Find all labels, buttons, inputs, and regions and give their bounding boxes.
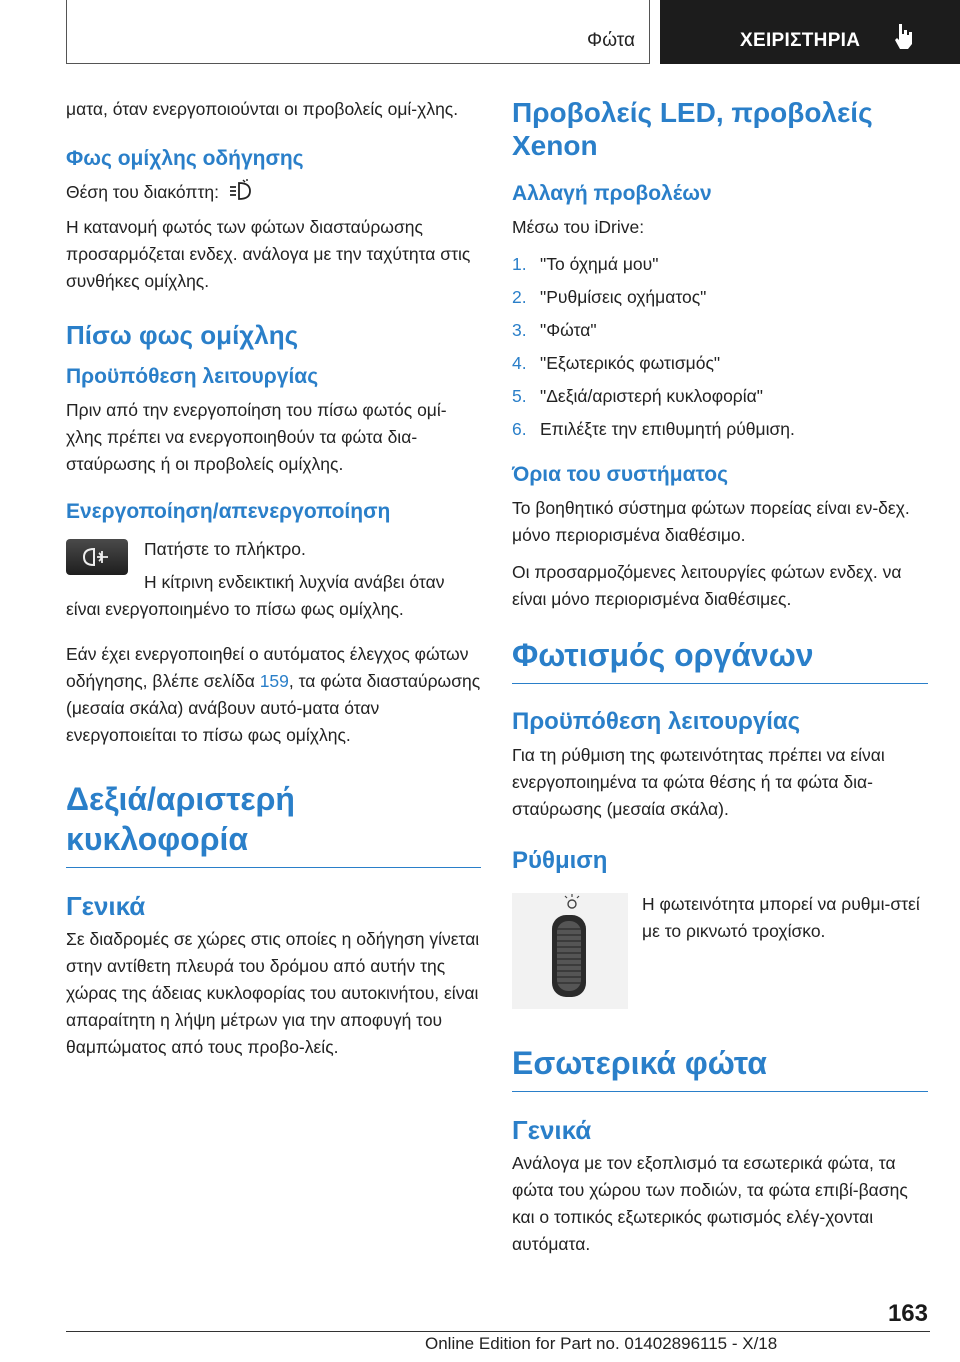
adjust-text: Η φωτεινότητα μπορεί να ρυθμι-στεί με το ρικνωτό τροχίσκο. (642, 894, 920, 941)
interior-general-heading: Γενικά (512, 1115, 592, 1145)
right-column (512, 96, 928, 1272)
header-chapter-title: ΧΕΙΡΙΣΤΗΡΙΑ (740, 30, 861, 51)
idrive-steps (512, 251, 928, 443)
led-heading: Προβολείς LED, προβολείς Xenon (512, 97, 873, 161)
traffic-general-heading: Γενικά (66, 891, 146, 921)
traffic-general-text: Σε διαδρομές σε χώρες στις οποίες η οδήγηση γίνεται στην αντίθετη πλευρά του δρόμου από αυτήν της χώρας της άδειας κυκλοφορίας του αυτοκινήτου, είναι απαραίτητη η λήψη μέτρων για την αποφυγή του θαμπώματος από τους προβο-λείς. (66, 929, 480, 1057)
instrument-prereq-heading: Προϋπόθεση λειτουργίας (512, 708, 801, 735)
interior-general-text: Ανάλογα με τον εξοπλισμό τα εσωτερικά φώτα, τα φώτα του χώρου των ποδιών, τα φώτα επιβί-βασης και ο τοπικός εξωτερικός φωτισμός ελέγ-χονται αυτόματα. (512, 1153, 908, 1254)
rear-fog-icon (82, 546, 112, 568)
header-chapter-box (660, 0, 960, 64)
thumbwheel-icon (512, 893, 628, 1009)
switch-position-label: Θέση του διακόπτη: (66, 182, 219, 202)
page-number: 163 (887, 1300, 928, 1327)
step-item: 3. "Φώτα" (512, 320, 597, 340)
via-idrive-text: Μέσω του iDrive: (512, 217, 645, 237)
rear-fog-prereq-heading: Προϋπόθεση λειτουργίας (66, 365, 319, 388)
page-link-159[interactable]: 159 (259, 671, 289, 691)
footer-divider (66, 1331, 930, 1332)
step-item: 6. Επιλέξτε την επιθυμητή ρύθμιση. (512, 419, 795, 439)
rear-fog-button-image (66, 539, 128, 575)
left-column (66, 96, 481, 1075)
footer-edition: Online Edition for Part no. 01402896115 - X/18 (425, 1334, 778, 1353)
step-item: 4. "Εξωτερικός φωτισμός" (512, 353, 721, 373)
limits-text-2: Οι προσαρμοζόμενες λειτουργίες φώτων ενδεχ. να είναι μόνο περιορισμένα διαθέσιμες. (512, 562, 902, 609)
toggle-heading: Ενεργοποίηση/απενεργοποίηση (66, 500, 391, 523)
limits-heading: Όρια του συστήματος (512, 463, 729, 486)
step-item: 2. "Ρυθμίσεις οχήματος" (512, 287, 707, 307)
fog-drive-text: Η κατανομή φωτός των φώτων διασταύρωσης προσαρμόζεται ενδεχ. ανάλογα με την ταχύτητα στις συνθήκες ομίχλης. (66, 217, 471, 291)
traffic-heading: Δεξιά/αριστερή κυκλοφορία (66, 779, 481, 868)
rear-fog-heading: Πίσω φως ομίχλης (66, 320, 299, 350)
indicator-text: Η κίτρινη ενδεικτική λυχνία ανάβει όταν είναι ενεργοποιημένο το πίσω φως ομίχλης. (66, 572, 445, 619)
limits-text-1: Το βοηθητικό σύστημα φώτων πορείας είναι εν-δεχ. μόνο περιορισμένα διαθέσιμο. (512, 498, 910, 545)
step-item: 1. "Το όχημά μου" (512, 254, 659, 274)
adjust-heading: Ρύθμιση (512, 847, 608, 874)
fog-drive-heading: Φως ομίχλης οδήγησης (66, 147, 304, 170)
fog-light-icon (228, 179, 254, 201)
auto-control-text: Εάν έχει ενεργοποιηθεί ο αυτόματος έλεγχος φώτων οδήγησης, βλέπε σελίδα 159, τα φώτα διασταύρωσης (μεσαία σκάλα) ανάβουν αυτό-ματα όταν ενεργοποιείται το πίσω φως ομίχλης. (66, 644, 481, 745)
switch-position-text (66, 179, 481, 206)
intro-text: ματα, όταν ενεργοποιούνται οι προβολείς ομί-χλης. (66, 99, 459, 119)
switch-lights-heading: Αλλαγή προβολέων (512, 182, 712, 205)
interior-lights-heading: Εσωτερικά φώτα (512, 1043, 928, 1092)
brightness-wheel-image (512, 893, 628, 1009)
hand-pointer-icon (892, 22, 916, 50)
press-button-text: Πατήστε το πλήκτρο. (144, 539, 306, 559)
header-section-title: Φώτα (587, 30, 635, 51)
header-section-box (66, 0, 650, 64)
instrument-prereq-text: Για τη ρύθμιση της φωτεινότητας πρέπει να είναι ενεργοποιημένα τα φώτα θέσης ή τα φώτα δια-σταύρωσης (μεσαία σκάλα). (512, 745, 885, 819)
instrument-lighting-heading: Φωτισμός οργάνων (512, 635, 928, 684)
rear-fog-prereq-text: Πριν από την ενεργοποίηση του πίσω φωτός ομί-χλης πρέπει να ενεργοποιηθούν τα φώτα δια-σταύρωσης ή οι προβολείς ομίχλης. (66, 400, 447, 474)
step-item: 5. "Δεξιά/αριστερή κυκλοφορία" (512, 386, 763, 406)
